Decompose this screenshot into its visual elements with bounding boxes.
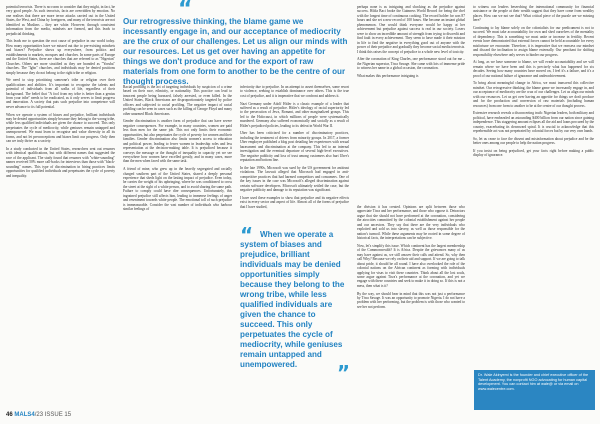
paragraph: A friend of mine, who grew up in the heavily segregated and racially charged southern part of the United States, shared a deeply personal experience that sheds light on the lasting impact of prejudice. Even today, he carries the weight of his upbringing, where he was conditioned to cross the street at the sight of a white person, and to avoid sharing the same path. Failure to comply could have dire consequences. Unfortunately, this ingrained prejudice still affects him, leading to immense feelings of anger and resentment towards white people. The emotional toll of such prejudice is immeasurable. Consider the vast number of individuals who harbour similar feelings of (123, 167, 232, 212)
close-quote-mark-icon: ” (336, 361, 350, 385)
article-column-2 (123, 85, 232, 410)
pull-quote-top-text: Our retrogressive thinking, the blame game we incessantly engage in, and our acceptance of mediocrity are the crux of our challenges. Let us align our minds with our resources. Let us get over having an appetite for things we don't produce and for the export of raw materials from one form to another to be the centre of our thought process. (123, 17, 348, 86)
paragraph: Uber has been criticized for a number of discriminatory practices, including the treatment of drivers from minority groups. In 2017, a former Uber employee published a blog post detailing her experiences with sexual harassment and discrimination at the company. This led to an internal investigation and the eventual departure of several high-level executives. The negative publicity and loss of trust among customers also hurt Uber's reputation and bottom line. (240, 131, 349, 163)
paragraph: In a study conducted in the United States, researchers sent out resumes with identical qualifications, but with different names that suggested the race of the applicant. The study found that resumes with "white-sounding" names received 50% more call-backs for interviews than those with "black-sounding" names. This type of discrimination in hiring practices limits opportunities for qualified individuals and perpetuates the cycle of poverty and inequality. (6, 146, 115, 178)
paragraph: to witness our leaders beseeching the international community for financial assistance or the people at their wealth suggest that they have come from wealthy places. How can we not see that? What critical piece of the puzzle are we missing here? (473, 5, 594, 23)
quote-mark-icon: “ (240, 223, 254, 247)
article-column-3 (240, 85, 349, 225)
paragraph: the division it has created. Opinions are split between those who appreciate Tiwa and her performance, and those who oppose it. Detractors argue that she should not have performed at the coronation, considering the atrocities committed by the colonial establishment against her people and our ancestors. They say that there are the very individuals who exploited and sold us into slavery, as well as those responsible for the nation's turmoil. While these arguments may be rooted in some degree of historical facts, the interpretations can be subjective. (357, 205, 465, 241)
paragraph: I have used these examples to show that prejudice and its negative effects exist in every sector and aspect of life. Almost all of the forms of prejudice that I have studied, (240, 195, 349, 209)
paragraph: So, let us cease to face the dissent and misinformation about prejudice and be the better ones among our people to help the nation progress. (473, 136, 594, 146)
paragraph: Gender discrimination is another form of prejudice that can have severe negative consequences. For example, in many countries, women are paid less than men for the same job. This not only limits their economic opportunities, but also perpetuates the cycle of poverty for women and their families. Gender discrimination also limits women's access to education and political power, leading to fewer women in leadership roles and less representation at the decision-making table. It is prejudiced because it conveys the message or the thought of inequality in capacity yet we see everywhere how women have excelled greatly, and in many cases, more than the men when faced with the same task. (123, 119, 232, 164)
paragraph: We need to stop prioritising someone's tribe or religion over their qualifications and abilities. It's important to recognise the talents and potential of individuals from all walks of life, regardless of their background. The belief that "A fool from my tribe is better than a genius from your tribe" needs to be eradicated, as it only serves to limit progress and innovation. A society that puts such prejudice into competence will never advance to its full potential. (6, 78, 115, 109)
paragraph: Now, let's simplify this issue. Which continent has the largest membership of the Commonwealth? It is Africa. Despite the grievances many of us may have against us, we still answer their calls and attend. So, why then call Why? Because we rely on their aid and support. If we are going to talk about pride, it should be all round. I have also overlooked the role of the colonial nations on the African continent as forming with individuals applying for visas to visit these countries. Think about all the lost souls, some argue against Tiwa's performance at the coronation, and yet we engage with these countries and seek to make it in doing so. If this is not a mess, then what is it? (357, 243, 465, 288)
paragraph: In the late 1990s, Microsoft was sued by the US government for antitrust violations. The lawsuit alleged that Microsoft had engaged in anti-competitive practices that had harmed competitors and consumers. One of the key issues in the case was Microsoft's alleged discrimination against certain software developers. Microsoft ultimately settled the case, but the negative publicity and damage to its reputation was significant. (240, 165, 349, 193)
magazine-name: MALS4 (14, 412, 35, 418)
pull-quote-top (123, 0, 348, 87)
paragraph: At long, as we have someone to blame, we will evade accountability and we will remain where we have been and this is precisely what has happened for six decades. Seeing how many countries have moved on, I feel it's a failure, and it's a proof of our national failure of ignorance and underachievement. (473, 60, 594, 78)
paragraph: Continuing to lay blame solely on the colonialists for our predicament is not to succeed. We must take accountability for own and shed ourselves of the mentality of dependency. This is something we must unite or increase in fertility. Recent events have demonstrated that external forces cannot be held accountable for every misfortune we encounter. Therefore, it is imperative that we reassess our mindset and discard the inclination to assign blame externally. Our penchant for shifting responsibility elsewhere only serves to hinder our progress. (473, 26, 594, 57)
pull-quote-middle (240, 223, 350, 385)
page-number: 46 (6, 412, 13, 418)
article-column-5 (473, 5, 594, 367)
pull-quote-middle-text: When we operate a system of biases and prejudice, brilliant individuals may be denied opportunities simply because they belong to the wrong tribe, while less qualified individuals are given the chance to succeed. This only perpetuates the cycle of mediocrity, while geniuses remain untapped and unempowered. (240, 230, 345, 369)
paragraph: What makes this performance intriguing is (357, 73, 419, 78)
issue-label: /23 ISSUE 15 (34, 412, 72, 418)
paragraph: After the coronation of King Charles, one performance stood out for me – the Nigerian superstar, Tiwa Savage. She came with lots of immense pride to witness her name in a global occasion, the coronation. (357, 57, 465, 71)
article-column-4-lower (357, 205, 465, 410)
author-bio-text: Dr. Wale Akinyemi is the founder and chief executive officer of the Talent Academy, the nonprofit NGO advocating for human capital development. You can contact him at wale@ or via email on www.walecentre.com. (478, 373, 589, 391)
article-column-4 (357, 5, 465, 205)
paragraph: To bring about meaningful change in Africa, we must transcend this collective mindset. Our retrogressive thinking, the blame game we incessantly engage in, and our acceptance of mediocrity are the crux of our challenges. Let us align our minds with our resources. Let us get over having an appetite for things we don't produce and for the production and conversion of raw materials (including human resources) from one form to another to be at the centre of our thought process. (473, 81, 594, 108)
author-bio-box (474, 370, 595, 410)
paragraph: When we operate a system of biases and prejudice, brilliant individuals may be denied opportunities simply because they belong to the wrong tribe, while less qualified individuals are given the chance to succeed. This only perpetuates the cycle of mediocrity, while geniuses remain untapped and unempowered. We must learn to recognise and value diversity in all its forms, and not let preconceptions and biases limit our progress. Only then can we truly thrive as a society. (6, 112, 115, 144)
article-column-1 (6, 5, 115, 410)
paragraph: Nazi Germany under Adolf Hitler is a classic example of a leader that suffered as a result of prejudice. Hitler's ideology of racial superiority led to the persecution of Jews, Romani, and other marginalized groups. This led to the Holocaust, in which millions of people were systematically murdered. Germany also suffered economically and socially as a result of Hitler's prejudiced policies, leading to its defeat in World War II. (240, 101, 349, 128)
paragraph: This leads me to question the root cause of prejudice in our world today. How many opportunities have we missed out due to pre-existing mindsets and biases? Prejudice shows up everywhere, from politics and establishments to markets, mosques and churches. In some parts of Europe and the United States, there are churches that are referred to as "Nigerian" Churches. Others are more stratified as they are branded as "Yoruba" churches. The "Igbo" churches, and individuals may be denied positions simply because they do not belong to the right tribe or religion. (6, 39, 115, 75)
paragraph: inferiority due to prejudice. In an attempt to assert themselves, some resort to violence, seeking to establish dominance over others. This is the true cost of prejudice, and it is imperative that we confront and address it. (240, 85, 349, 98)
page-footer (6, 412, 71, 418)
paragraph: Racial profiling is the act of targeting individuals by suspicion of a crime based on their race, ethnicity, or nationality. This practice can lead to innocent people being harassed, falsely arrested, or even killed. In the United States, Black Americans are disproportionately targeted by police officers and subjected to racial profiling. The negative impact of racial profiling can be seen in cases such as the killing of George Floyd and many other unarmed Black Americans. (123, 85, 232, 116)
quote-mark-icon: “ (178, 0, 193, 22)
paragraph: potential terrorists. There is no room to consider that they might, in fact, be very good people. As such terrorists, facts are overridden by emotion. No one realises that there are more terror attacks carried out in the United States, the West, and China by foreigners, and many of the terrorists are not identified as Muslims – they are white. However, through consistent information from the media, mindsets are formed, and this leads to prejudicial thinking. (6, 5, 115, 36)
paragraph: By the way, we should bear in mind that this was not just a performance by Tiwa Savage. It was an opportunity to promote Nigeria. I do not have a problem with her performing, but the problem is with those who wanted to see her not perform. (357, 291, 465, 309)
paragraph: Extensive research reveals a disconcerting truth: Nigerian leaders, both military and political, have embezzled an astounding $400 billion from our nation since gaining independence. This staggering amount eclipses all the aid and loans procured by the country, exacerbating its downward spiral. It is crucial to acknowledge that this reprehensible act was not perpetrated by colonial forces but by our very own hands. (473, 111, 594, 134)
paragraph: If you insist on being prejudiced, get your facts right before making a public display of ignorance. (473, 148, 594, 158)
paragraph: perhaps none is as intriguing and shocking as the prejudice against success. Hilda Baci broke the Guinness World Record for being the chef with the longest time of continuous cooking. The record holder for was 87 hours and she set a new record of 100 hours. She became an instant global phenomenon. One would think everyone would be happy at her achievement but prejudice against success is real in our society. Losers were to show an incredible amount of strength from trying to discredit and find fault in every achievement. They seem to have made it their mission in life to find the negative in everything good out of anyone with the power of their prejudice and gradually they become social media terrorists. I think this raises the concept of prejudice to a whole new level of toxicity. (357, 5, 465, 54)
